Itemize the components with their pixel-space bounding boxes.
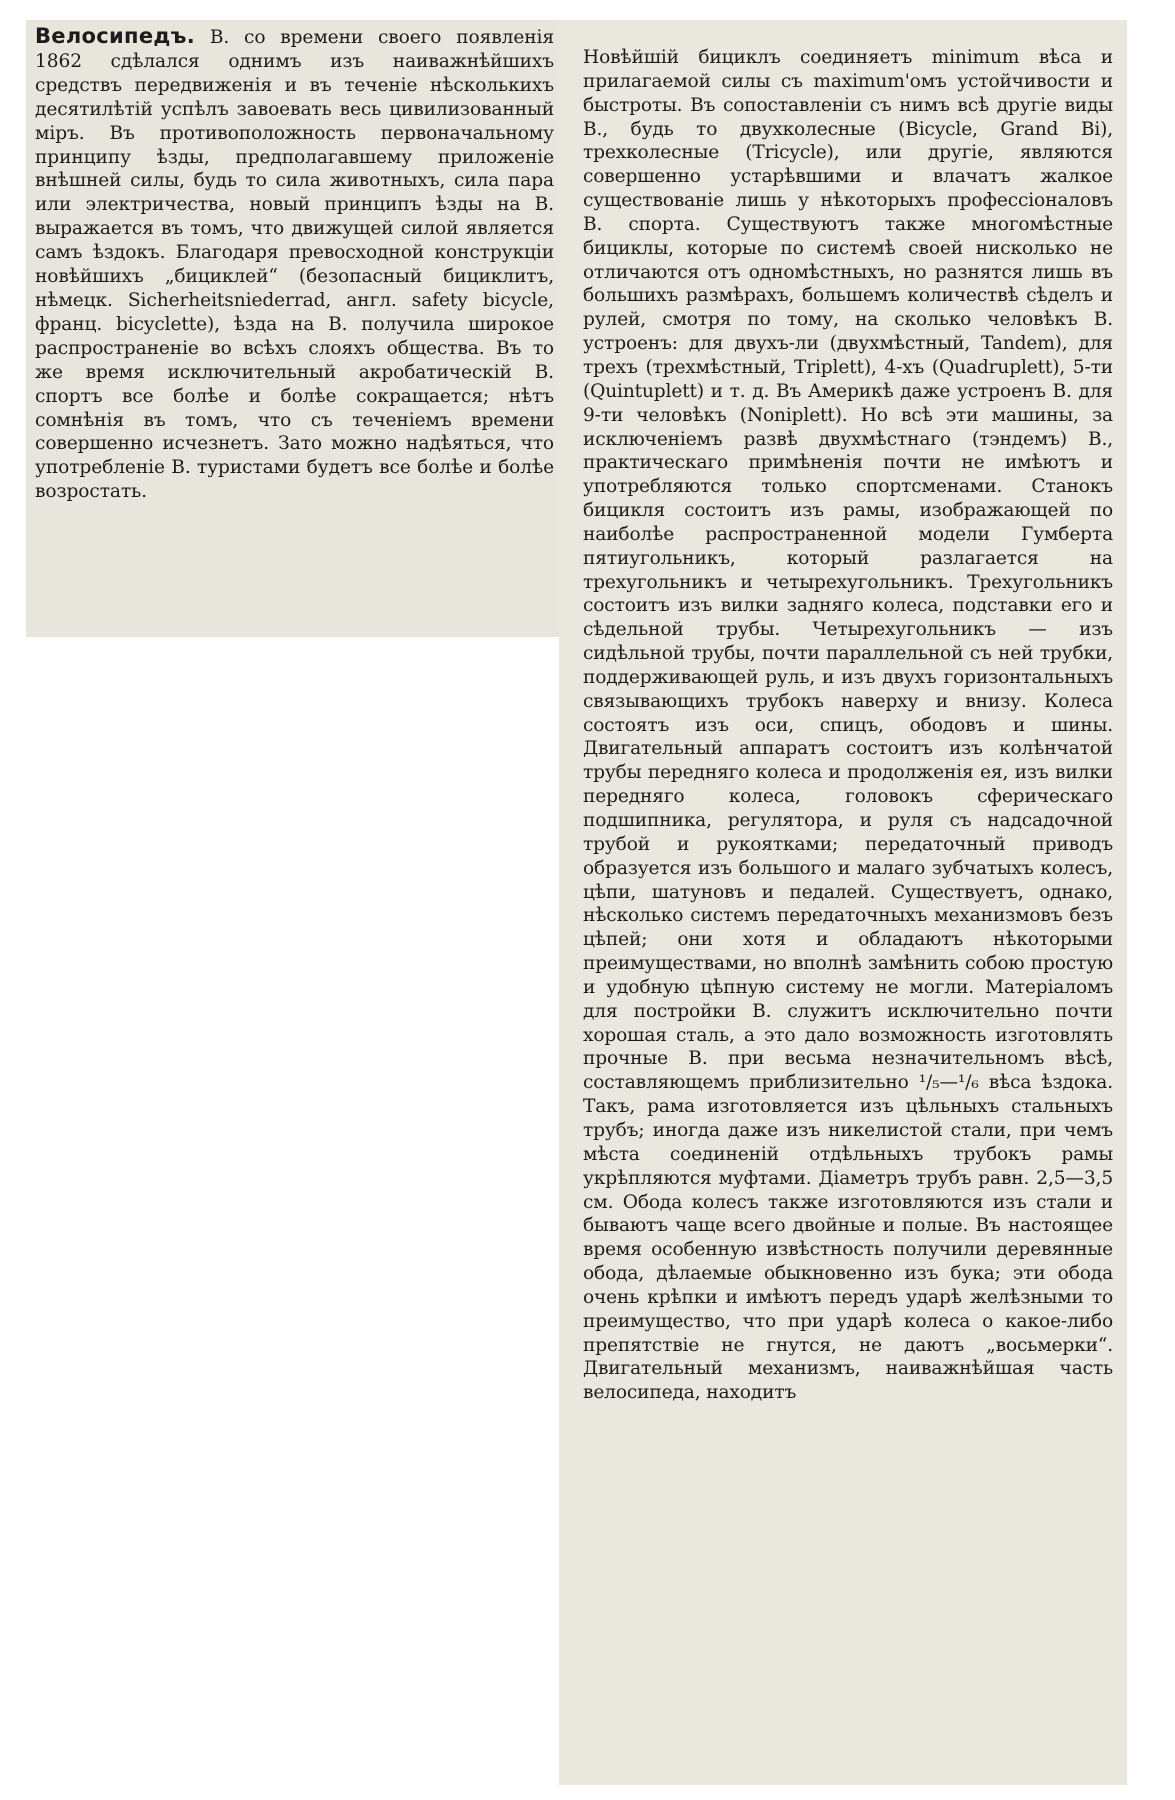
right-body-text: Новѣйшій бициклъ соединяетъ minimum вѣса и прилагаемой силы съ maximum'омъ устойчивости и быстроты. Въ сопоставленіи съ нимъ всѣ другіе виды В., будь то двухколесные (Bicycle, Grand Bi), трехколесные (Tricycle), или другіе, являются совершенно устарѣвшими и влачатъ жалкое существованіе лишь у нѣкоторыхъ профессіоналовъ В. спорта. Существуютъ также многомѣстные бициклы, которые по системѣ своей нисколько не отличаются отъ одномѣстныхъ, но разнятся лишь въ большихъ размѣрахъ, большемъ количествѣ сѣделъ и рулей, смотря по тому, на сколько человѣкъ В. устроенъ: для двухъ-ли (двухмѣстный, Tandem), для трехъ (трехмѣстный, Triplett), 4-хъ (Quadruplett), 5-ти (Quintuplett) и т. д. Въ Америкѣ даже устроенъ В. для 9-ти человѣкъ (Noniplett). Но всѣ эти машины, за исключеніемъ развѣ двухмѣстнаго (тэндемъ) В., практическаго примѣненія почти не имѣютъ и употребляются только спортсменами. Станокъ бицикля состоитъ изъ рамы, изображающей по наиболѣе распространенной модели Гумберта пятиугольникъ, который разлагается на трехугольникъ и четырехугольникъ. Трехугольникъ состоитъ изъ вилки задняго колеса, подставки его и сѣдельной трубы. Четырехугольникъ — изъ сидѣльной трубы, почти параллельной съ ней трубки, поддерживающей руль, и изъ двухъ горизонтальныхъ связывающихъ трубокъ наверху и внизу. Колеса состоятъ изъ оси, спицъ, ободовъ и шины. Двигательный аппаратъ состоитъ изъ колѣнчатой трубы передняго колеса и продолженія ея, изъ вилки передняго колеса, головокъ сферическаго подшипника, регулятора, и руля съ надсадочной трубой и рукоятками; передаточный приводъ образуется изъ большого и малаго зубчатыхъ колесъ, цѣпи, шатуновъ и педалей. Существуетъ, однако, нѣсколько системъ передаточныхъ механизмовъ безъ цѣпей; они хотя и обладаютъ нѣкоторыми преимуществами, но вполнѣ замѣнить собою простую и удобную цѣпную систему не могли. Матеріаломъ для постройки В. служитъ исключительно почти хорошая сталь, а это дало возможность изготовлять прочные В. при весьма незначительномъ вѣсѣ, составляющемъ приблизительно ¹/₅—¹/₆ вѣса ѣздока. Такъ, рама изготовляется изъ цѣльныхъ стальныхъ трубъ; иногда даже изъ никелистой стали, при чемъ мѣста соединеній отдѣльныхъ трубокъ рамы укрѣпляются муфтами. Діаметръ трубъ равн. 2,5—3,5 см. Обода колесъ также изготовляются изъ стали и бываютъ чаще всего двойные и полые. Въ настоящее время особенную извѣстность получили деревянные обода, дѣлаемые обыкновенно изъ бука; эти обода очень крѣпки и имѣютъ передъ ударѣ желѣзными то преимущество, что при ударѣ колеса о какое-либо препятствіе не гнутся, не даютъ „восьмерки“. Двигательный механизмъ, наиважнѣйшая часть велосипеда, находитъ — [583, 47, 1113, 1404]
right-column — [559, 20, 1127, 1785]
left-paragraph — [35, 25, 554, 504]
left-body-text: В. со времени своего появленія 1862 сдѣлался однимъ изъ наиважнѣйшихъ средствъ передвиженія и въ теченіе нѣсколькихъ десятилѣтій успѣлъ завоевать весь цивилизованный міръ. Въ противоположность первоначальному принципу ѣзды, предполагавшему приложеніе внѣшней силы, будь то сила животныхъ, сила пара или электричества, новый принципъ ѣзды на В. выражается въ томъ, что движущей силой является самъ ѣздокъ. Благодаря превосходной конструкціи новѣйшихъ „бициклей“ (безопасный бициклитъ, нѣмецк. Sicherheitsniederrad, англ. safety bicycle, франц. bicyclette), ѣзда на В. получила широкое распространеніе во всѣхъ слояхъ общества. Въ то же время исключительный акробатическій В. спортъ все болѣе и болѣе сокращается; нѣтъ сомнѣнія въ томъ, что съ теченіемъ времени совершенно исчезнетъ. Зато можно надѣяться, что употребленіе В. туристами будетъ все болѣе и болѣе возростать. — [35, 27, 554, 503]
headword: Велосипедъ. — [35, 24, 195, 48]
left-column — [26, 20, 568, 637]
